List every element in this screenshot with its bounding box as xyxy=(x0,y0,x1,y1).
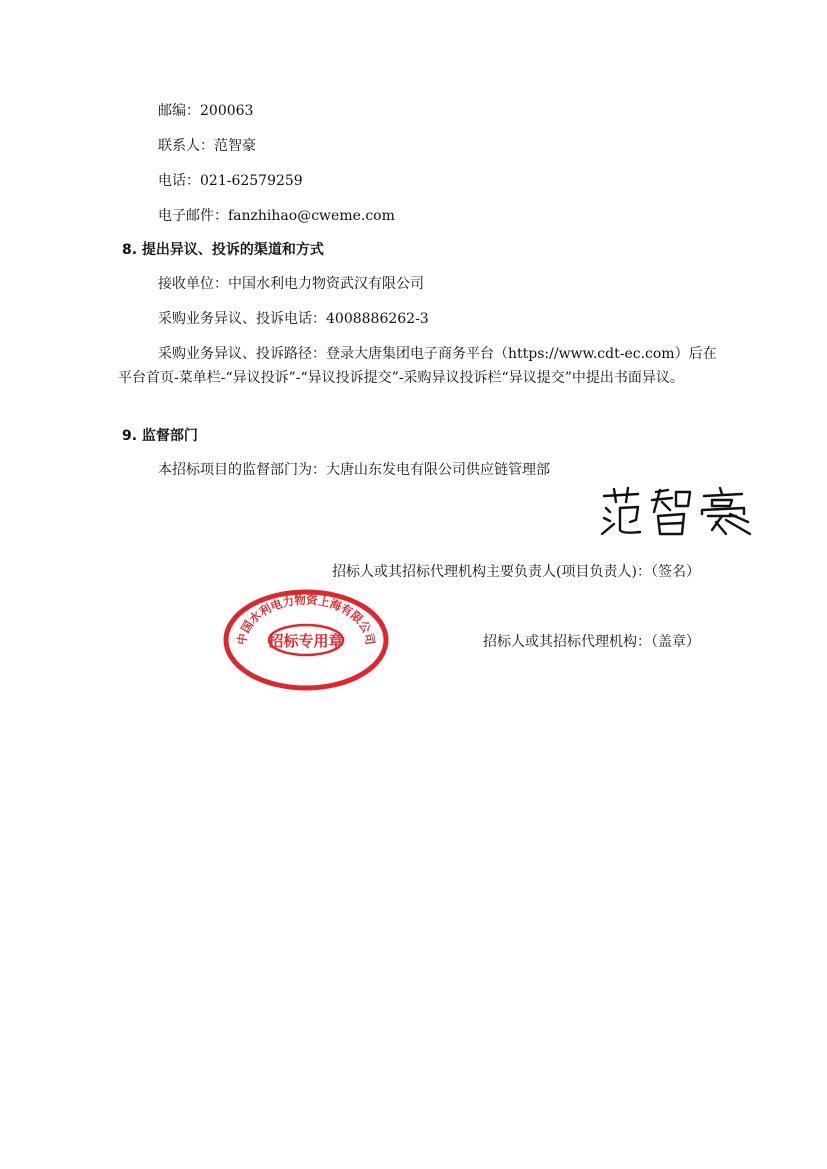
agency-seal-line: 招标人或其招标代理机构：（盖章） xyxy=(483,634,700,650)
contact-person: 联系人：范智豪 xyxy=(158,138,256,154)
contact-phone: 电话：021-62579259 xyxy=(158,173,303,189)
handwritten-signature xyxy=(598,486,758,538)
contact-email: 电子邮件：fanzhihao@cweme.com xyxy=(158,208,395,224)
receiver-unit: 接收单位：中国水利电力物资武汉有限公司 xyxy=(158,276,424,292)
complaint-phone: 采购业务异议、投诉电话：4008886262-3 xyxy=(158,311,429,327)
seal-ring-text: 中国水利电力物资上海有限公司 xyxy=(234,592,378,646)
official-seal xyxy=(222,588,390,692)
supervision-department: 本招标项目的监督部门为：大唐山东发电有限公司供应链管理部 xyxy=(158,462,550,478)
complaint-route: 采购业务异议、投诉路径：登录大唐集团电子商务平台（https://www.cdt-ec.com）后在平台首页-菜单栏-“异议投诉”-“异议投诉提交”-采购异议投诉栏“异议提交”中提出书面异议。 xyxy=(118,346,717,386)
responsible-person-signature-line: 招标人或其招标代理机构主要负责人(项目负责人)：（签名） xyxy=(332,564,700,580)
seal-center-text: 招标专用章 xyxy=(268,632,344,650)
contact-postcode: 邮编：200063 xyxy=(158,103,254,119)
section-8-heading: 8. 提出异议、投诉的渠道和方式 xyxy=(122,242,324,258)
section-9-heading: 9. 监督部门 xyxy=(122,428,198,444)
